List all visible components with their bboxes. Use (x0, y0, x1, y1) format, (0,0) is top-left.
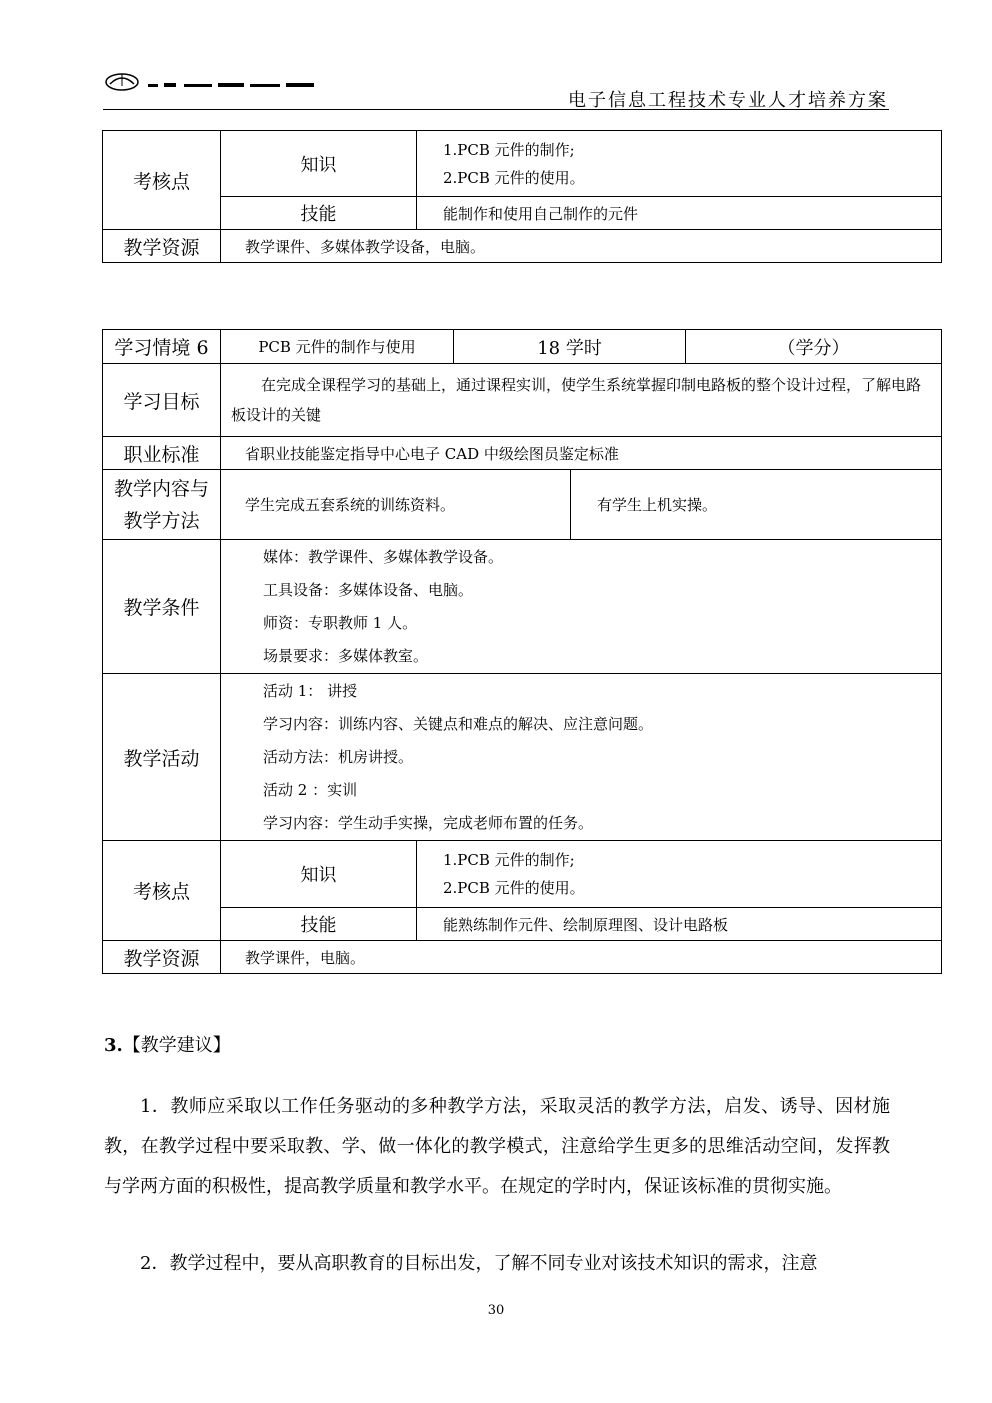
paragraph: 2．教学过程中，要从高职教育的目标出发，了解不同专业对该技术知识的需求，注意 (140, 1253, 818, 1274)
assess-label: 考核点 (103, 131, 221, 230)
method-label-line: 教学方法 (123, 509, 200, 532)
assess-label: 考核点 (103, 841, 221, 941)
knowledge-label: 知识 (221, 131, 417, 197)
condition-item: 师资：专职教师 1 人。 (263, 613, 418, 632)
skill-label: 技能 (221, 908, 417, 941)
standard-label: 职业标准 (103, 437, 221, 470)
assessment-table-1 (102, 130, 942, 263)
conditions-label: 教学条件 (103, 540, 221, 674)
document-title: 电子信息工程技术专业人才培养方案 (568, 90, 888, 111)
content-method-label (103, 470, 221, 540)
skill-label: 技能 (221, 197, 417, 230)
context-label: 学习情境 6 (103, 330, 221, 364)
skill-text: 能熟练制作元件、绘制原理图、设计电路板 (417, 908, 942, 941)
knowledge-label: 知识 (221, 841, 417, 908)
activity-item: 活动 2 ：实训 (263, 780, 358, 799)
goal-label: 学习目标 (103, 364, 221, 437)
condition-item: 媒体：教学课件、多媒体教学设备。 (263, 547, 504, 566)
content-text: 学生完成五套系统的训练资料。 (221, 470, 571, 540)
knowledge-item: 2.PCB 元件的使用。 (443, 168, 585, 187)
section-heading (104, 1031, 231, 1057)
learning-context-table (102, 329, 942, 974)
credits: （学分） (686, 330, 942, 364)
method-text: 有学生上机实操。 (571, 470, 942, 540)
activity-item: 学习内容：训练内容、关键点和难点的解决、应注意问题。 (263, 714, 654, 733)
knowledge-item: 1.PCB 元件的制作; (443, 140, 575, 159)
activity-item: 活动方法：机房讲授。 (263, 747, 414, 766)
goal-text: 在完成全课程学习的基础上，通过课程实训，使学生系统掌握印制电路板的整个设计过程，了解电路板设计的关键 (221, 364, 942, 437)
condition-item: 场景要求：多媒体教室。 (263, 646, 429, 665)
conditions-list (221, 540, 942, 674)
resource-label: 教学资源 (103, 941, 221, 974)
knowledge-item: 2.PCB 元件的使用。 (443, 879, 585, 897)
activity-item: 学习内容：学生动手实操，完成老师布置的任务。 (263, 813, 594, 832)
standard-text: 省职业技能鉴定指导中心电子 CAD 中级绘图员鉴定标准 (221, 437, 942, 470)
paragraph: 1．教师应采取以工作任务驱动的多种教学方法，采取灵活的教学方法，启发、诱导、因材施教，在教学过程中要采取教、学、做一体化的教学模式，注意给学生更多的思维活动空间，发挥教与学两方面的积极性，提高教学质量和教学水平。在规定的学时内，保证该标准的贯彻实施。 (104, 1096, 890, 1197)
skill-text: 能制作和使用自己制作的元件 (417, 197, 942, 230)
section-title: 【教学建议】 (122, 1035, 231, 1056)
resource-label: 教学资源 (103, 230, 221, 263)
school-logo-icon (104, 72, 324, 92)
knowledge-cell (417, 841, 942, 908)
content-label-line: 教学内容与 (113, 477, 209, 500)
activity-label: 教学活动 (103, 674, 221, 841)
hours: 18 学时 (454, 330, 686, 364)
page-number: 30 (487, 1303, 505, 1318)
context-name: PCB 元件的制作与使用 (221, 330, 454, 364)
resource-text: 教学课件、多媒体教学设备，电脑。 (221, 230, 942, 263)
activity-list (221, 674, 942, 841)
activity-item: 活动 1： 讲授 (263, 681, 358, 700)
knowledge-item: 1.PCB 元件的制作; (443, 851, 575, 869)
header-divider (103, 109, 889, 110)
knowledge-cell (417, 131, 942, 197)
section-number: 3. (104, 1035, 123, 1056)
resource-text: 教学课件，电脑。 (221, 941, 942, 974)
condition-item: 工具设备：多媒体设备、电脑。 (263, 580, 474, 599)
